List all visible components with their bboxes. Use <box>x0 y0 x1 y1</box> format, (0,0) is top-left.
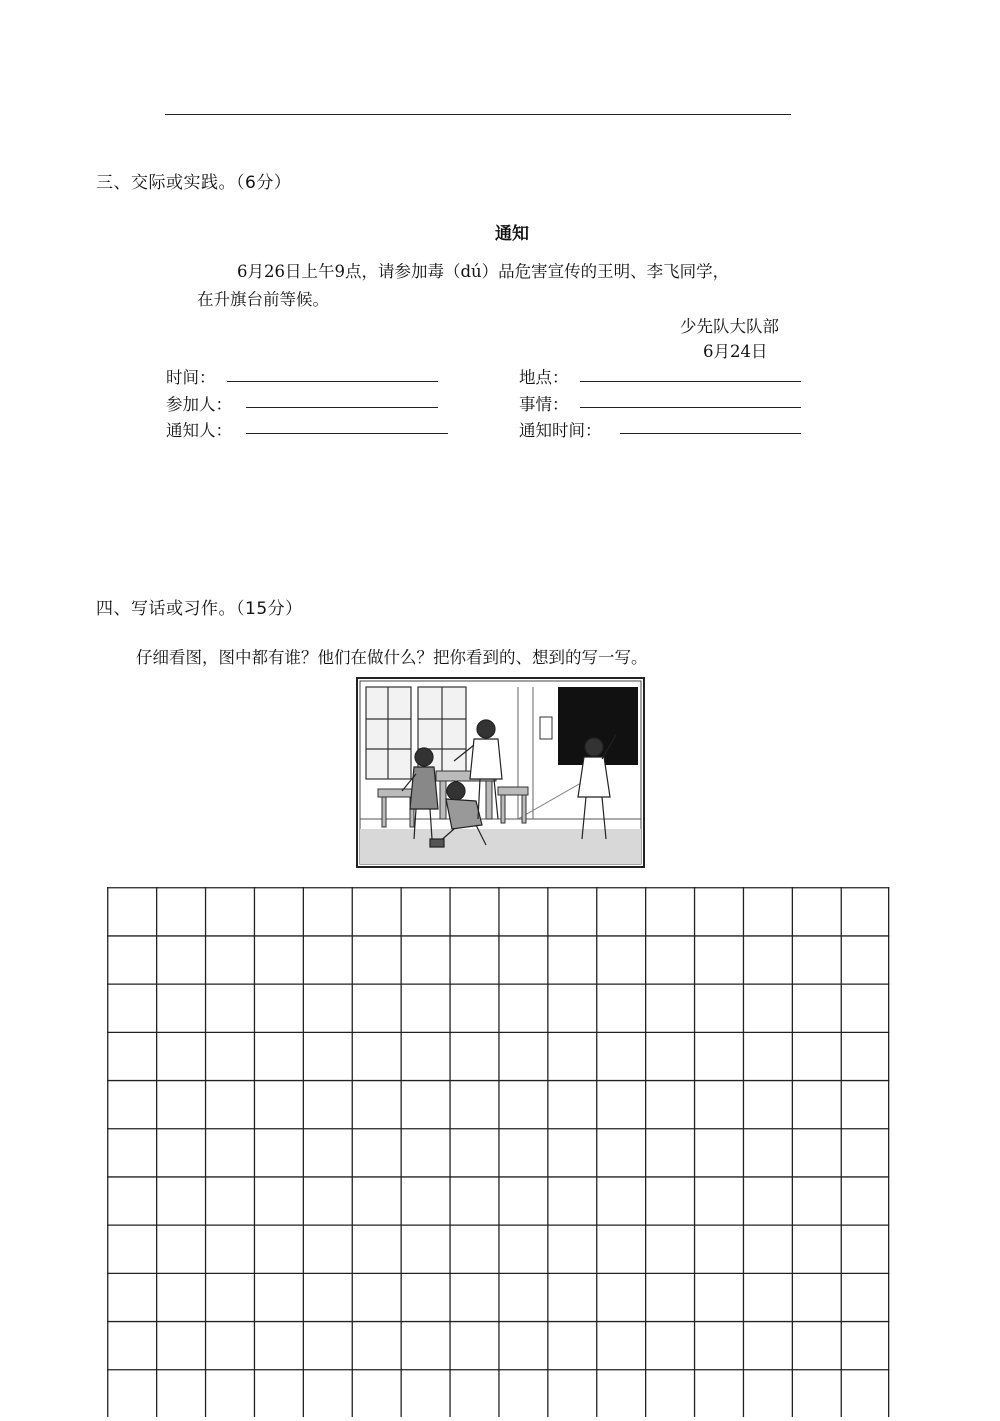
field-notifier-label: 通知人： <box>166 421 232 440</box>
notice-signer: 少先队大队部 <box>680 317 779 336</box>
field-matter-label: 事情： <box>519 395 569 414</box>
classroom-illustration <box>356 677 645 868</box>
field-notice-time-blank[interactable] <box>620 433 801 434</box>
classroom-scene-drawing <box>358 679 643 866</box>
field-place-label: 地点： <box>519 368 569 387</box>
notice-body-line2: 在升旗台前等候。 <box>197 290 329 309</box>
field-time-blank[interactable] <box>227 381 438 382</box>
field-matter-blank[interactable] <box>580 407 801 408</box>
writing-grid[interactable] <box>107 887 890 1417</box>
field-time-label: 时间： <box>166 368 216 387</box>
notice-date: 6月24日 <box>703 342 768 361</box>
notice-title: 通知 <box>495 224 529 244</box>
section-4-heading: 四、写话或习作。（15分） <box>96 599 303 619</box>
field-participants-blank[interactable] <box>246 407 438 408</box>
notice-body-line1: 6月26日上午9点，请参加毒（dú）品危害宣传的王明、李飞同学， <box>237 262 730 281</box>
section-3-heading: 三、交际或实践。（6分） <box>96 173 292 193</box>
field-place-blank[interactable] <box>580 381 801 382</box>
writing-prompt: 仔细看图，图中都有谁？他们在做什么？把你看到的、想到的写一写。 <box>136 648 648 667</box>
writing-grid-lines <box>107 887 890 1417</box>
field-notice-time-label: 通知时间： <box>519 421 602 440</box>
answer-line-top <box>165 114 791 115</box>
field-participants-label: 参加人： <box>166 395 232 414</box>
field-notifier-blank[interactable] <box>246 433 448 434</box>
